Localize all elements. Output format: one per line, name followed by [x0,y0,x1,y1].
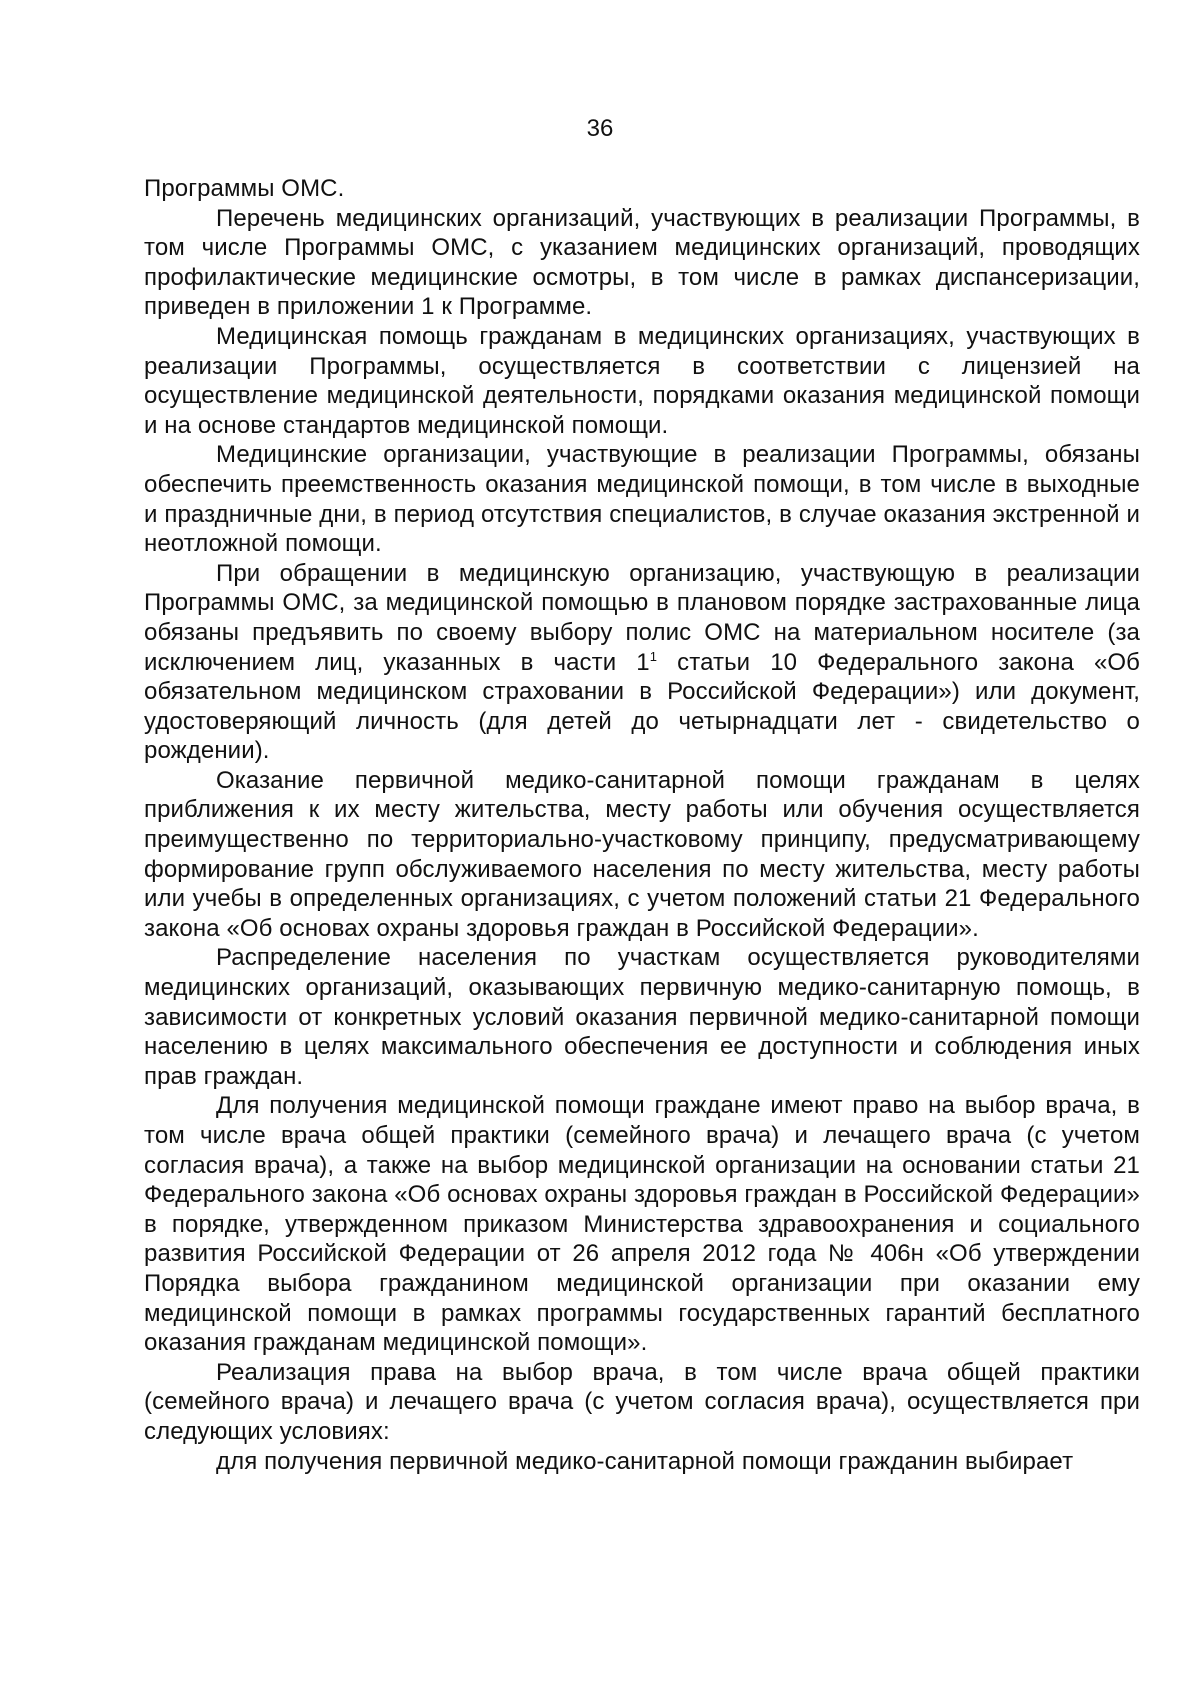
paragraph-organizations-list: Перечень медицинских организаций, участвующих в реализации Программы, в том числе Программы ОМС, с указанием медицинских организаций, проводящих профилактические медицинские осмотры, в том числе в рамках диспансеризации, приведен в приложении 1 к Программе. [144,204,1140,321]
paragraph-primary-care-choice: для получения первичной медико-санитарной помощи гражданин выбирает [216,1447,1074,1475]
superscript-footnote: 1 [649,648,658,664]
paragraph-continuation: Программы ОМС. [144,175,345,202]
paragraph-oms-documents-text-a: При обращении в медицинскую организацию, участвующую в реализации Программы ОМС, за медицинской помощью в плановом порядке застрахованные лица обязаны предъявить по своему выбору полис ОМС на материальном носителе (за исключением лиц, указанных в части 1 [144,559,1140,676]
paragraph-oms-documents-text-b: статьи 10 Федерального закона «Об обязательном медицинском страховании в Российской Федерации») или документ, удостоверяющий личность (для детей до четырнадцати лет - свидетельство о рождении). [144,648,1141,765]
paragraph-choice-conditions: Реализация права на выбор врача, в том числе врача общей практики (семейного врача) и лечащего врача (с учетом согласия врача), осуществляется при следующих условиях: [144,1358,1140,1445]
paragraph-choice-of-doctor: Для получения медицинской помощи граждане имеют право на выбор врача, в том числе врача общей практики (семейного врача) и лечащего врача (с учетом согласия врача), а также на выбор медицинской организации на основании статьи 21 Федерального закона «Об основах охраны здоровья граждан в Российской Федерации» в порядке, утвержденном приказом Министерства здравоохранения и социального развития Российской Федерации от 26 апреля 2012 года № 406н «Об утверждении Порядка выбора гражданином медицинской организации при оказании ему медицинской помощи в рамках программы государственных гарантий бесплатного оказания гражданам медицинской помощи». [144,1092,1140,1357]
paragraph-primary-care-territorial: Оказание первичной медико-санитарной помощи гражданам в целях приближения к их месту жительства, месту работы или обучения осуществляется преимущественно по территориально-участковому принципу, предусматривающему формирование групп обслуживаемого населения по месту жительства, месту работы или учебы в определенных организациях, с учетом положений статьи 21 Федерального закона «Об основах охраны здоровья граждан в Российской Федерации». [144,766,1140,942]
document-body [144,174,1140,1476]
paragraph-population-distribution: Распределение населения по участкам осуществляется руководителями медицинских организаций, оказывающих первичную медико-санитарную помощь, в зависимости от конкретных условий оказания первичной медико-санитарной помощи населению в целях максимального обеспечения ее доступности и соблюдения иных прав граждан. [144,944,1140,1090]
paragraph-continuity-of-care: Медицинские организации, участвующие в реализации Программы, обязаны обеспечить преемственность оказания медицинской помощи, в том числе в выходные и праздничные дни, в период отсутствия специалистов, в случае оказания экстренной и неотложной помощи. [144,441,1140,558]
paragraph-oms-documents [144,559,1140,766]
paragraph-medical-care-license: Медицинская помощь гражданам в медицинских организациях, участвующих в реализации Программы, осуществляется в соответствии с лицензией на осуществление медицинской деятельности, порядками оказания медицинской помощи и на основе стандартов медицинской помощи. [144,322,1140,439]
page-number: 36 [586,115,614,142]
